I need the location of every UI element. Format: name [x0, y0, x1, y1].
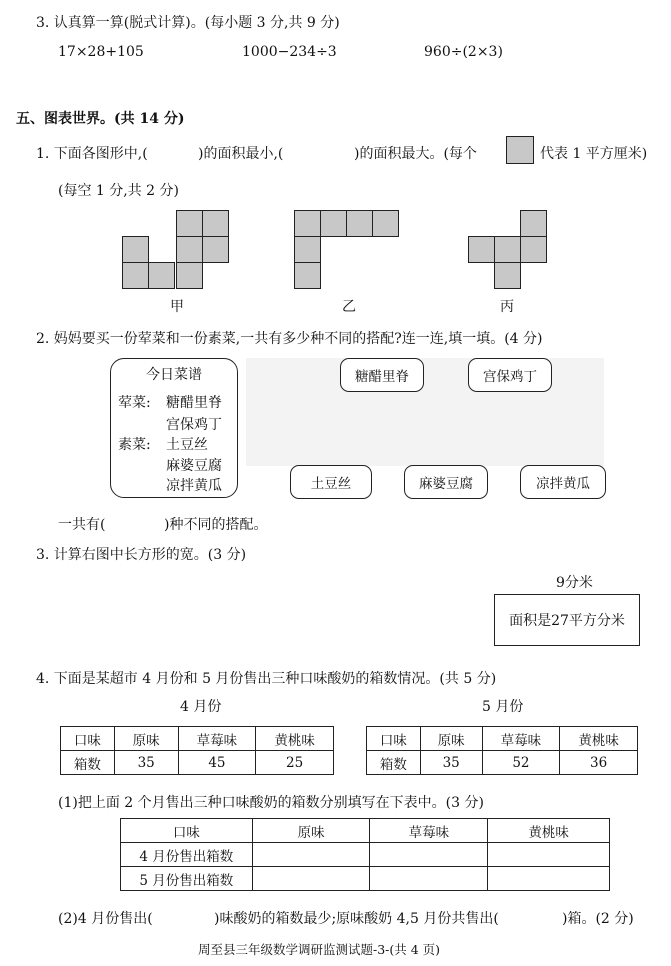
- table-row: [367, 727, 638, 751]
- answer-cell[interactable]: [370, 867, 488, 891]
- table-cell: 35: [420, 751, 482, 775]
- veg-option-box[interactable]: 凉拌黄瓜: [520, 465, 606, 499]
- s5q1-line1-part-d: 代表 1 平方厘米): [540, 146, 648, 162]
- table-header: 口味: [121, 819, 253, 843]
- s5q4-sub2-a: (2)4 月份售出(: [58, 911, 153, 927]
- meat-item: 糖醋里脊: [166, 395, 222, 411]
- s5q4-sub1: (1)把上面 2 个月售出三种口味酸奶的箱数分别填写在下表中。(3 分): [58, 795, 484, 811]
- table-cell: 36: [560, 751, 638, 775]
- veg-item: 凉拌黄瓜: [166, 478, 222, 494]
- veg-label: 素菜:: [118, 437, 151, 453]
- calc-expression-2: 1000−234÷3: [242, 44, 337, 60]
- s5q1-line1-part-b: )的面积最小,(: [198, 146, 284, 162]
- table-cell: 35: [114, 751, 178, 775]
- s5q3-title: 3. 计算右图中长方形的宽。(3 分): [36, 547, 247, 563]
- table-header: 草莓味: [482, 727, 560, 751]
- area-rectangle: [494, 594, 640, 646]
- answer-cell[interactable]: [252, 843, 370, 867]
- menu-title: 今日菜谱: [146, 367, 202, 383]
- fill-in-table: [120, 818, 610, 891]
- table-header: 黄桃味: [560, 727, 638, 751]
- unit-square-icon: [506, 136, 534, 164]
- table-header: 原味: [252, 819, 370, 843]
- meat-option-box[interactable]: 糖醋里脊: [340, 358, 424, 392]
- s5q2-answer-b: )种不同的搭配。: [164, 517, 268, 533]
- answer-cell[interactable]: [488, 867, 610, 891]
- s5q2-title: 2. 妈妈要买一份荤菜和一份素菜,一共有多少种不同的搭配?连一连,填一填。(4 分): [36, 331, 543, 347]
- s5q1-line1-part-c: )的面积最大。(每个: [354, 146, 477, 162]
- meat-option-box[interactable]: 宫保鸡丁: [468, 358, 552, 392]
- table-cell: 25: [256, 751, 334, 775]
- rect-length-label: 9分米: [556, 575, 593, 591]
- meat-label: 荤菜:: [118, 395, 151, 411]
- table-header: 口味: [61, 727, 115, 751]
- table-cell: 箱数: [367, 751, 421, 775]
- section-title: 五、图表世界。(共 14 分): [16, 111, 185, 127]
- table-cell: 5 月份售出箱数: [121, 867, 253, 891]
- q3-title: 3. 认真算一算(脱式计算)。(每小题 3 分,共 9 分): [36, 15, 340, 31]
- answer-cell[interactable]: [252, 867, 370, 891]
- table-header: 黄桃味: [488, 819, 610, 843]
- s5q4-sub2-c: )箱。(2 分): [562, 911, 634, 927]
- veg-option-box[interactable]: 土豆丝: [290, 465, 372, 499]
- shape-label-bing: 丙: [500, 299, 514, 315]
- veg-item: 麻婆豆腐: [166, 458, 222, 474]
- table-header: 黄桃味: [256, 727, 334, 751]
- s5q4-title: 4. 下面是某超市 4 月份和 5 月份售出三种口味酸奶的箱数情况。(共 5 分): [36, 671, 497, 687]
- s5q2-answer-a: 一共有(: [58, 517, 106, 533]
- april-table: [60, 726, 334, 775]
- table-row: [121, 843, 610, 867]
- table-cell: 45: [178, 751, 256, 775]
- table-header: 原味: [420, 727, 482, 751]
- table-header: 草莓味: [370, 819, 488, 843]
- veg-item: 土豆丝: [166, 437, 208, 453]
- april-title: 4 月份: [180, 699, 222, 715]
- table-row: [61, 727, 334, 751]
- table-header: 草莓味: [178, 727, 256, 751]
- table-row: [121, 867, 610, 891]
- table-row: [61, 751, 334, 775]
- table-row: [121, 819, 610, 843]
- s5q1-line2: (每空 1 分,共 2 分): [58, 183, 179, 199]
- table-cell: 4 月份售出箱数: [121, 843, 253, 867]
- table-header: 口味: [367, 727, 421, 751]
- may-table: [366, 726, 638, 775]
- page-footer: 周至县三年级数学调研监测试题-3-(共 4 页): [198, 942, 441, 957]
- meat-item: 宫保鸡丁: [166, 417, 222, 433]
- table-header: 原味: [114, 727, 178, 751]
- table-cell: 52: [482, 751, 560, 775]
- answer-cell[interactable]: [370, 843, 488, 867]
- veg-option-box[interactable]: 麻婆豆腐: [404, 465, 488, 499]
- table-row: [367, 751, 638, 775]
- s5q1-line1-part-a: 1. 下面各图形中,(: [36, 146, 148, 162]
- shape-label-yi: 乙: [342, 299, 356, 315]
- answer-cell[interactable]: [488, 843, 610, 867]
- rect-area-label: 面积是27平方分米: [509, 613, 625, 629]
- table-cell: 箱数: [61, 751, 115, 775]
- shape-label-jia: 甲: [170, 299, 184, 315]
- calc-expression-1: 17×28+105: [58, 44, 144, 60]
- s5q4-sub2-b: )味酸奶的箱数最少;原味酸奶 4,5 月份共售出(: [214, 911, 499, 927]
- calc-expression-3: 960÷(2×3): [424, 44, 503, 60]
- may-title: 5 月份: [482, 699, 524, 715]
